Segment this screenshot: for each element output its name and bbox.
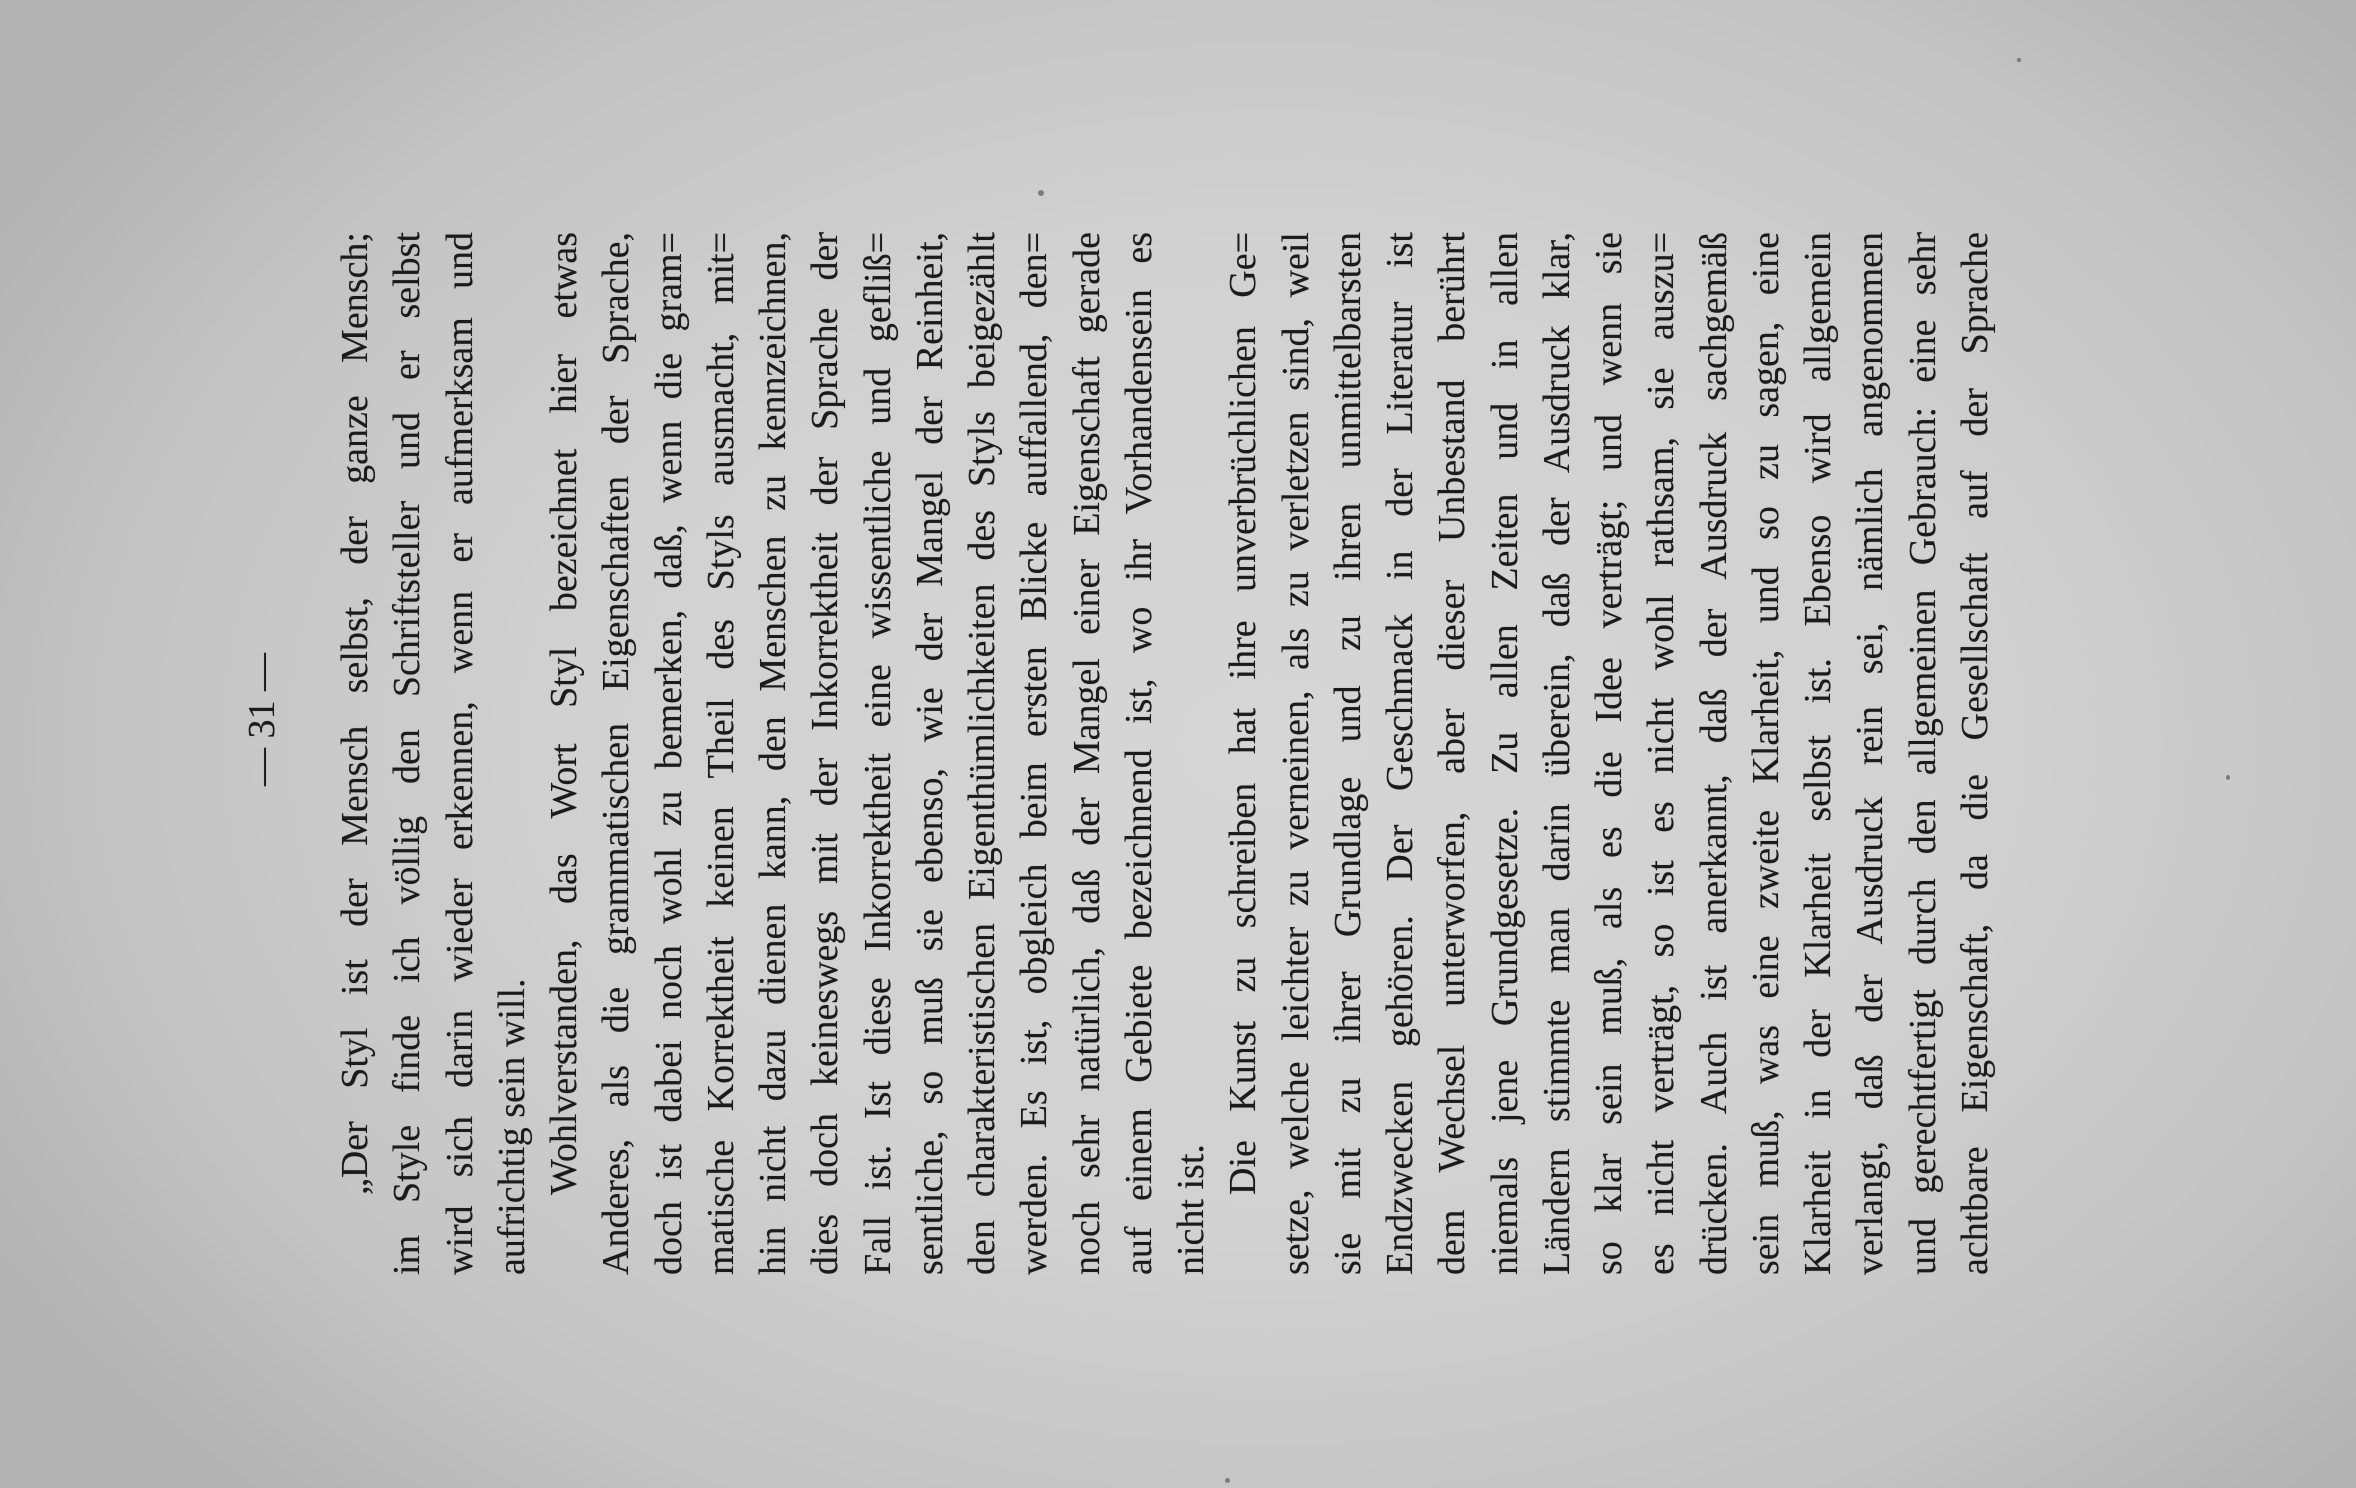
text-line: nicht ist.	[1170, 1144, 1212, 1275]
text-line: auf einem Gebiete bezeichnend ist, wo ihr Vorhandensein es	[1117, 232, 1160, 1275]
text-line: aufrichtig sein will.	[490, 978, 533, 1275]
text-line: Ländern stimmte man darin überein, daß der Ausdruck klar,	[1535, 232, 1578, 1275]
paragraph	[538, 232, 1217, 1275]
text-line: es nicht verträgt, so ist es nicht wohl rathsam, sie auszu=	[1640, 232, 1683, 1275]
paper-speck	[1225, 1478, 1230, 1483]
text-line: noch sehr natürlich, daß der Mangel einer Eigenschaft gerade	[1065, 232, 1108, 1275]
rotated-text-block	[236, 232, 2001, 1275]
text-line: drücken. Auch ist anerkannt, daß der Ausdruck sachgemäß	[1692, 232, 1735, 1275]
text-line: „Der Styl ist der Mensch selbst, der ganze Mensch;	[334, 232, 376, 1195]
text-line: matische Korrektheit keinen Theil des Styls ausmacht, mit=	[699, 232, 742, 1275]
text-line: und gerechtfertigt durch den allgemeinen Gebrauch: eine sehr	[1901, 232, 1944, 1275]
text-line: setze, welche leichter zu verneinen, als zu verletzen sind, weil	[1274, 232, 1317, 1275]
paragraph	[329, 232, 538, 1275]
text-line: den charakteristischen Eigenthümlichkeiten des Styls beigezählt	[961, 232, 1003, 1275]
text-line: dem Wechsel unterworfen, aber dieser Unbestand berührt	[1431, 232, 1474, 1275]
text-line: sie mit zu ihrer Grundlage und zu ihren unmittelbarsten	[1326, 232, 1369, 1275]
text-line: sein muß, was eine zweite Klarheit, und so zu sagen, eine	[1744, 232, 1787, 1275]
text-line: Wohlverstanden, das Wort Styl bezeichnet hier etwas	[543, 232, 585, 1195]
paragraph	[1217, 232, 2001, 1275]
text-line: Die Kunst zu schreiben hat ihre unverbrüchlichen Ge=	[1222, 232, 1265, 1195]
text-line: im Style finde ich völlig den Schriftsteller und er selbst	[386, 232, 429, 1275]
page-number-header: — 31 —	[241, 653, 283, 786]
text-line: Klarheit in der Klarheit selbst ist. Ebenso wird allgemein	[1797, 232, 1839, 1275]
text-line: dies doch keineswegs mit der Inkorrektheit der Sprache der	[804, 232, 847, 1275]
text-line: sentliche, so muß sie ebenso, wie der Mangel der Reinheit,	[908, 232, 951, 1275]
paper-speck	[1038, 190, 1044, 196]
text-line: achtbare Eigenschaft, da die Gesellschaft auf der Sprache	[1953, 232, 1996, 1275]
text-line: hin nicht dazu dienen kann, den Menschen zu kennzeichnen,	[752, 232, 794, 1275]
paper-speck	[2017, 58, 2021, 62]
text-line: doch ist dabei noch wohl zu bemerken, daß, wenn die gram=	[647, 232, 690, 1275]
paper-speck	[2226, 775, 2230, 780]
text-line: so klar sein muß, als es die Idee verträgt; und wenn sie	[1588, 232, 1630, 1275]
text-line: Anderes, als die grammatischen Eigenschaften der Sprache,	[595, 232, 638, 1275]
text-line: werden. Es ist, obgleich beim ersten Blicke auffallend, den=	[1013, 232, 1056, 1275]
text-line: verlangt, daß der Ausdruck rein sei, nämlich angenommen	[1849, 232, 1892, 1275]
text-line: Fall ist. Ist diese Inkorrektheit eine wissentliche und gefliß=	[856, 232, 899, 1275]
text-line: Endzwecken gehören. Der Geschmack in der Literatur ist	[1379, 232, 1421, 1275]
text-line: wird sich darin wieder erkennen, wenn er aufmerksam und	[438, 232, 481, 1275]
text-line: niemals jene Grundgesetze. Zu allen Zeiten und in allen	[1483, 232, 1526, 1275]
